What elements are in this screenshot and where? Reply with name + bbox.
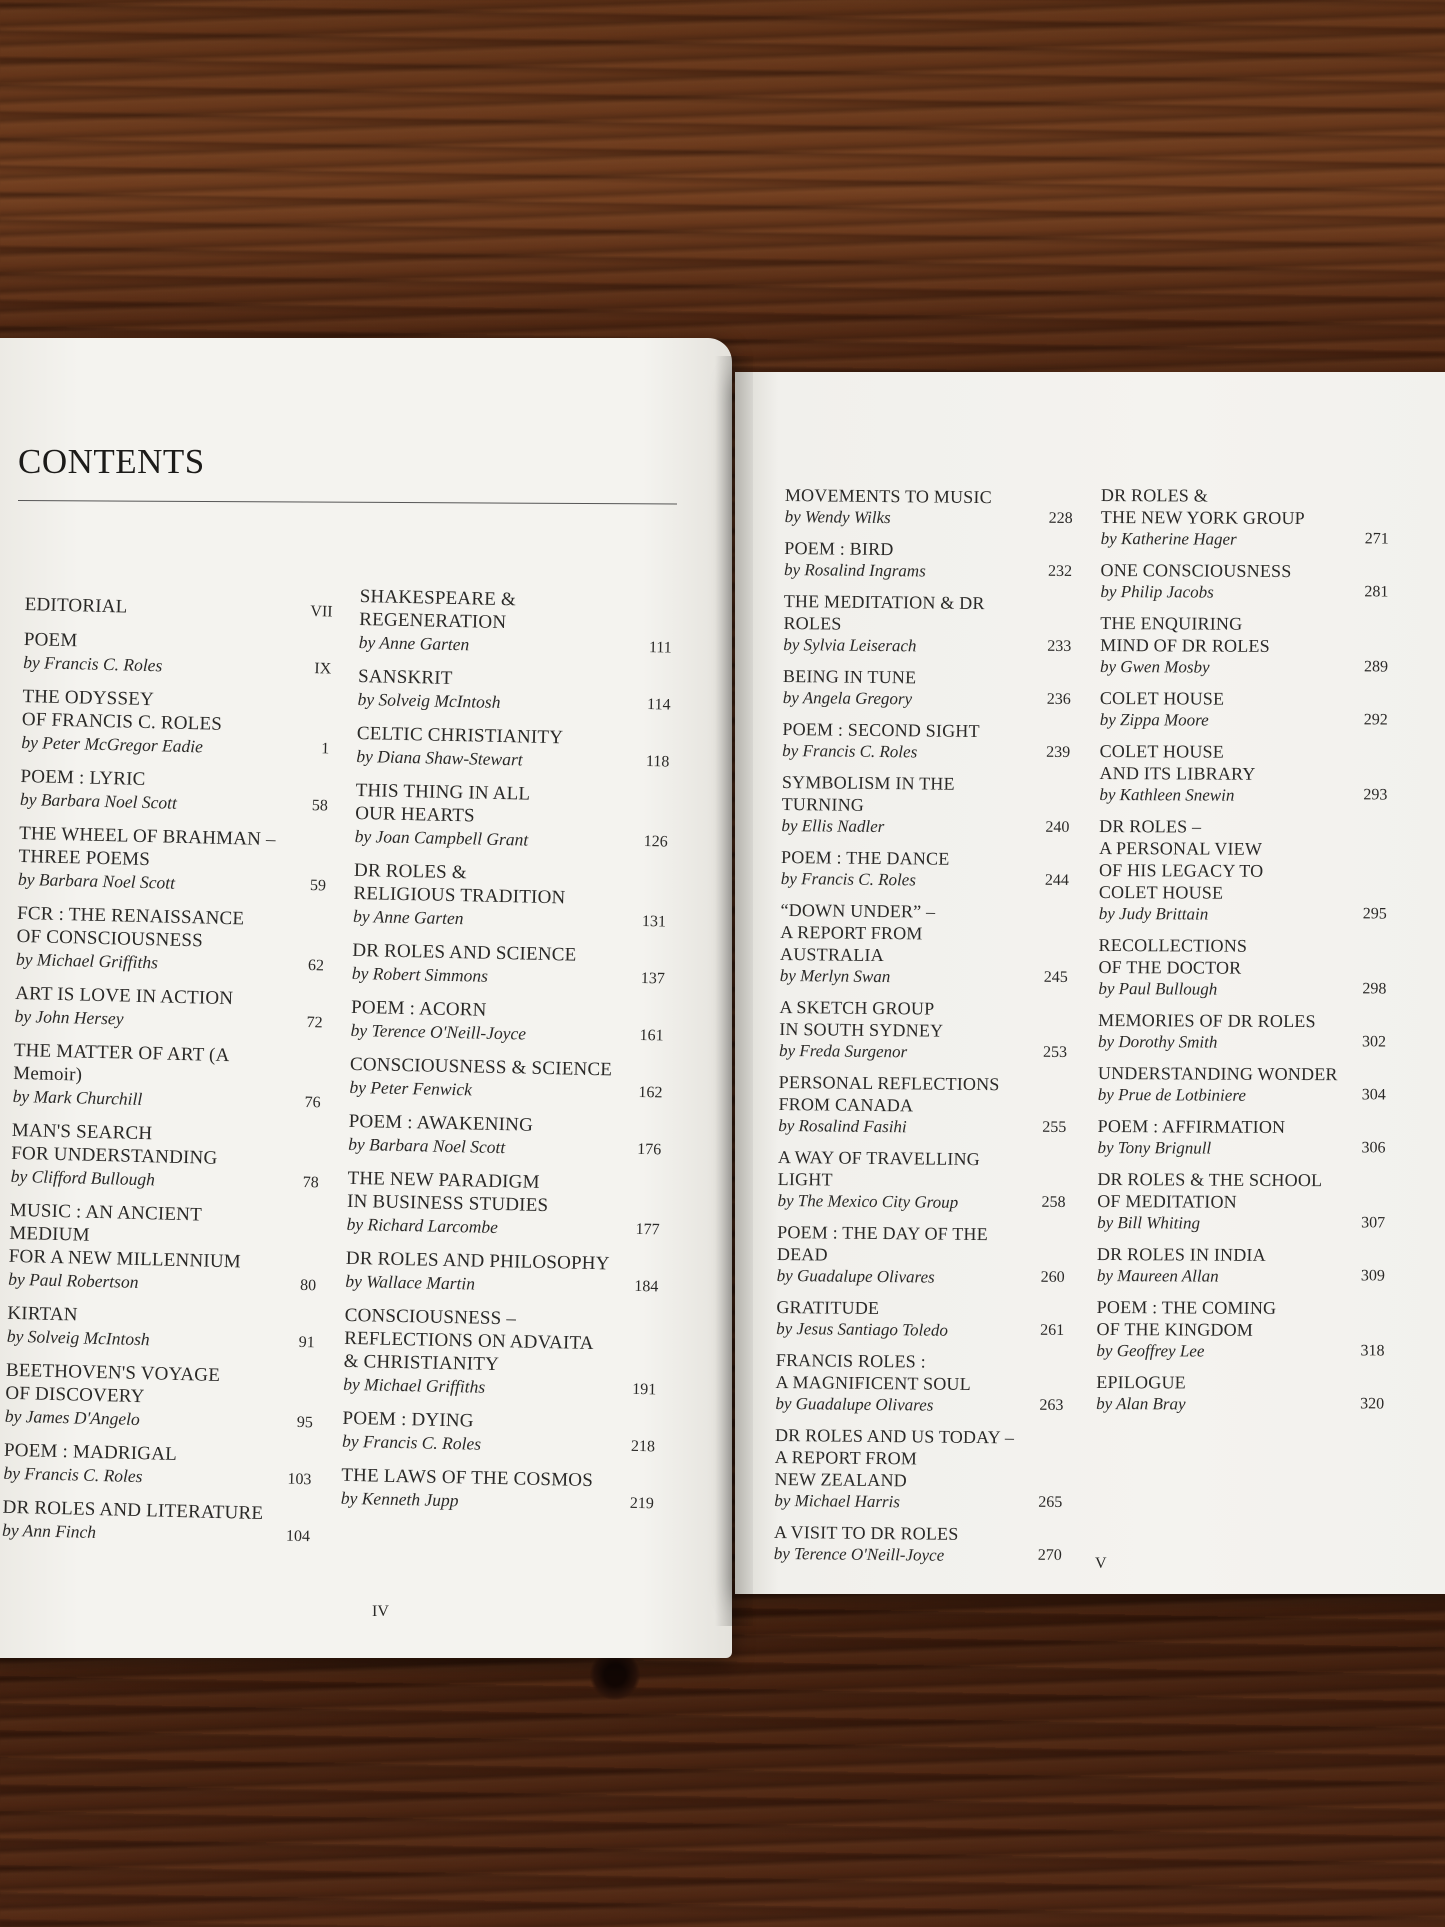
toc-entry xyxy=(345,1247,661,1299)
entry-title: DR ROLES AND US TODAY – A REPORT FROM NEW ZEALAND xyxy=(774,1424,1015,1491)
entry-author: by Angela Gregory xyxy=(782,687,913,709)
entry-author: by Judy Brittain xyxy=(1098,903,1209,924)
folio-left: IV xyxy=(372,1603,389,1620)
entry-page-number: 245 xyxy=(1043,968,1068,986)
toc-entry xyxy=(343,1304,660,1402)
entry-author: by Sylvia Leiserach xyxy=(783,634,917,656)
toc-column-3 xyxy=(774,484,1075,1577)
book-gutter xyxy=(715,356,753,1626)
entry-page-number: 261 xyxy=(1040,1321,1065,1339)
entry-author: by Guadalupe Olivares xyxy=(776,1265,935,1287)
entry-title: POEM : AFFIRMATION xyxy=(1097,1115,1286,1137)
entry-author: by Alan Bray xyxy=(1096,1393,1186,1414)
entry-author: by Ann Finch xyxy=(1,1519,97,1543)
toc-entry xyxy=(356,722,672,774)
entry-page-number: 78 xyxy=(302,1173,319,1192)
toc-entry xyxy=(18,822,330,898)
entry-title: A VISIT TO DR ROLES xyxy=(773,1521,959,1544)
entry-author: by Gwen Mosby xyxy=(1099,656,1210,677)
toc-entry xyxy=(783,665,1073,711)
toc-entry xyxy=(5,1359,317,1435)
toc-entry xyxy=(342,1407,658,1459)
toc-entry xyxy=(21,685,333,761)
entry-author: by Francis C. Roles xyxy=(780,868,917,890)
entry-title: UNDERSTANDING WONDER xyxy=(1097,1062,1338,1085)
entry-title: THIS THING IN ALL OUR HEARTS xyxy=(354,779,531,827)
toc-entry xyxy=(785,484,1075,530)
entry-author: by Michael Griffiths xyxy=(15,948,159,973)
entry-author: by Clifford Bullough xyxy=(10,1165,156,1190)
entry-title: POEM : THE COMING OF THE KINGDOM xyxy=(1096,1296,1277,1340)
entry-author: by Barbara Noel Scott xyxy=(19,788,178,813)
entry-page-number: 289 xyxy=(1364,658,1389,676)
entry-page-number: 271 xyxy=(1364,530,1389,548)
entry-page-number: 219 xyxy=(629,1494,654,1513)
entry-author: by Solveig McIntosh xyxy=(357,688,501,712)
entry-author: by Katherine Hager xyxy=(1100,528,1237,549)
entry-page-number: 162 xyxy=(638,1083,663,1102)
entry-author: by Diana Shaw-Stewart xyxy=(356,745,523,770)
entry-title: POEM xyxy=(23,628,78,652)
entry-title: CONSCIOUSNESS – REFLECTIONS ON ADVAITA & CHRISTIANITY xyxy=(343,1304,594,1376)
toc-entry xyxy=(346,1167,662,1242)
toc-entry xyxy=(2,1496,313,1549)
folio-right: V xyxy=(1095,1555,1107,1572)
entry-page-number: 91 xyxy=(298,1333,315,1352)
entry-title: POEM : ACORN xyxy=(350,996,487,1021)
entry-title: ART IS LOVE IN ACTION xyxy=(14,982,234,1010)
toc-entry xyxy=(353,859,669,934)
entry-page-number: 265 xyxy=(1038,1493,1063,1511)
entry-title: CELTIC CHRISTIANITY xyxy=(356,722,564,749)
entry-title: BEING IN TUNE xyxy=(782,665,917,688)
entry-page-number: 59 xyxy=(309,877,327,895)
entry-title: POEM : THE DANCE xyxy=(780,846,950,869)
entry-page-number: 111 xyxy=(648,639,672,657)
entry-title: THE LAWS OF THE COSMOS xyxy=(341,1464,594,1492)
toc-entry xyxy=(1096,1371,1386,1416)
entry-page-number: 95 xyxy=(296,1413,314,1432)
toc-column-1 xyxy=(2,593,335,1560)
entry-title: RECOLLECTIONS OF THE DOCTOR xyxy=(1098,934,1248,978)
entry-author: by Wallace Martin xyxy=(345,1270,476,1294)
toc-entry xyxy=(783,590,1074,658)
entry-title: DR ROLES & THE NEW YORK GROUP xyxy=(1100,485,1305,529)
entry-author: by Zippa Moore xyxy=(1099,709,1209,730)
entry-author: by Peter Fenwick xyxy=(349,1076,473,1100)
entry-title: MAN'S SEARCH FOR UNDERSTANDING xyxy=(11,1119,218,1169)
entry-author: by Michael Griffiths xyxy=(343,1373,486,1397)
toc-entry xyxy=(781,771,1072,839)
toc-entry xyxy=(1098,934,1388,1001)
entry-author: by Robert Simmons xyxy=(351,962,489,986)
toc-entry xyxy=(12,1039,324,1115)
entry-title: SYMBOLISM IN THE TURNING xyxy=(781,771,955,815)
entry-author: by Barbara Noel Scott xyxy=(17,868,176,893)
toc-entry xyxy=(1100,559,1390,604)
entry-page-number: 177 xyxy=(635,1220,660,1239)
entry-title: THE ENQUIRING MIND OF DR ROLES xyxy=(1100,612,1270,656)
entry-author: by Dorothy Smith xyxy=(1098,1031,1218,1052)
entry-page-number: 62 xyxy=(307,957,325,975)
entry-title: POEM : SECOND SIGHT xyxy=(782,718,980,742)
entry-title: DR ROLES & RELIGIOUS TRADITION xyxy=(353,859,566,909)
entry-author: by Rosalind Ingrams xyxy=(784,559,926,581)
toc-entry xyxy=(1098,1062,1388,1107)
entry-title: THE MATTER OF ART (A Memoir) xyxy=(13,1039,229,1086)
toc-entry xyxy=(776,1296,1066,1342)
toc-entry xyxy=(1099,815,1390,926)
entry-title: A SKETCH GROUP IN SOUTH SYDNEY xyxy=(779,996,944,1041)
toc-entry xyxy=(1101,484,1391,551)
toc-entry xyxy=(23,628,334,681)
toc-entry xyxy=(349,1053,665,1105)
toc-entry xyxy=(3,1439,314,1492)
toc-entry xyxy=(341,1464,657,1516)
toc-entry xyxy=(14,982,325,1035)
entry-title: MUSIC : AN ANCIENT MEDIUM FOR A NEW MILLENNIUM xyxy=(8,1199,242,1273)
entry-author: by Anne Garten xyxy=(358,631,470,655)
toc-entry xyxy=(10,1119,322,1195)
toc-entry xyxy=(1097,1115,1387,1160)
entry-page-number: 304 xyxy=(1361,1086,1386,1104)
entry-page-number: 309 xyxy=(1360,1267,1385,1285)
entry-page-number: 114 xyxy=(646,696,671,714)
entry-title: DR ROLES AND LITERATURE xyxy=(2,1496,264,1525)
toc-entry xyxy=(780,899,1071,989)
entry-page-number: 103 xyxy=(287,1470,312,1489)
entry-page-number: 298 xyxy=(1362,980,1387,998)
entry-page-number: 184 xyxy=(634,1277,659,1296)
entry-author: by Wendy Wilks xyxy=(784,506,891,528)
entry-title: CONSCIOUSNESS & SCIENCE xyxy=(349,1053,613,1081)
entry-author: by Merlyn Swan xyxy=(779,965,891,987)
entry-author: by Terence O'Neill-Joyce xyxy=(773,1543,945,1565)
toc-entry xyxy=(1098,1009,1388,1054)
entry-author: by Michael Harris xyxy=(774,1490,901,1512)
entry-page-number: 270 xyxy=(1037,1546,1062,1564)
toc-column-2 xyxy=(340,585,675,1527)
toc-entry xyxy=(778,1071,1069,1139)
toc-entry xyxy=(784,537,1074,583)
entry-page-number: 161 xyxy=(639,1026,664,1045)
entry-author: by Jesus Santiago Toledo xyxy=(776,1318,948,1340)
toc-entry xyxy=(774,1521,1064,1567)
entry-page-number: 320 xyxy=(1360,1395,1385,1413)
entry-author: by Joan Campbell Grant xyxy=(354,825,529,850)
entry-author: by Richard Larcombe xyxy=(346,1213,499,1238)
entry-page-number: 293 xyxy=(1363,786,1388,804)
entry-title: BEETHOVEN'S VOYAGE OF DISCOVERY xyxy=(5,1359,221,1408)
entry-page-number: 302 xyxy=(1362,1033,1387,1051)
entry-title: SHAKESPEARE & REGENERATION xyxy=(359,585,517,634)
entry-page-number: 307 xyxy=(1361,1214,1386,1232)
toc-entry xyxy=(775,1349,1066,1417)
entry-author: by Francis C. Roles xyxy=(341,1430,482,1454)
toc-entry xyxy=(1099,740,1389,807)
entry-author: by Bill Whiting xyxy=(1097,1212,1201,1233)
entry-page-number: 236 xyxy=(1046,690,1071,709)
entry-author: by Paul Bullough xyxy=(1098,978,1218,999)
entry-page-number: 281 xyxy=(1364,583,1389,601)
entry-page-number: 137 xyxy=(640,969,665,988)
entry-title: DR ROLES AND PHILOSOPHY xyxy=(345,1247,610,1275)
entry-title: THE WHEEL OF BRAHMAN – THREE POEMS xyxy=(18,822,276,871)
entry-author: by Philip Jacobs xyxy=(1100,581,1214,602)
toc-entry xyxy=(777,1146,1068,1214)
entry-author: by Francis C. Roles xyxy=(3,1462,143,1487)
entry-author: by Tony Brignull xyxy=(1097,1137,1212,1158)
entry-title: FRANCIS ROLES : A MAGNIFICENT SOUL xyxy=(775,1349,971,1394)
toc-entry xyxy=(359,585,675,660)
entry-page-number: 191 xyxy=(632,1380,657,1399)
entry-author: by Terence O'Neill-Joyce xyxy=(350,1019,527,1044)
entry-title: POEM : DYING xyxy=(342,1407,474,1432)
entry-title: POEM : BIRD xyxy=(784,537,894,560)
entry-page-number: 292 xyxy=(1363,711,1388,729)
toc-entry xyxy=(1097,1243,1387,1288)
entry-title: COLET HOUSE AND ITS LIBRARY xyxy=(1099,740,1256,784)
entry-page-number: 239 xyxy=(1046,743,1071,762)
entry-title: A WAY OF TRAVELLING LIGHT xyxy=(777,1146,981,1190)
entry-title: DR ROLES – A PERSONAL VIEW OF HIS LEGACY TO COLET HOUSE xyxy=(1098,815,1264,903)
entry-author: by Solveig McIntosh xyxy=(6,1325,150,1350)
entry-title: POEM : THE DAY OF THE DEAD xyxy=(776,1221,988,1265)
entry-page-number: 263 xyxy=(1039,1396,1064,1414)
contents-heading: CONTENTS xyxy=(18,442,205,481)
toc-entry xyxy=(1100,612,1390,679)
entry-title: POEM : AWAKENING xyxy=(348,1110,534,1136)
entry-title: POEM : LYRIC xyxy=(20,765,146,790)
toc-entry xyxy=(348,1110,664,1162)
entry-page-number: VII xyxy=(310,602,333,621)
entry-author: by Rosalind Fasihi xyxy=(778,1115,907,1137)
entry-title: DR ROLES & THE SCHOOL OF MEDITATION xyxy=(1097,1168,1323,1212)
entry-title: “DOWN UNDER” – A REPORT FROM AUSTRALIA xyxy=(779,899,936,966)
entry-author: by Anne Garten xyxy=(352,905,464,929)
entry-page-number: 58 xyxy=(311,797,329,815)
entry-author: by Geoffrey Lee xyxy=(1096,1340,1205,1361)
entry-page-number: 244 xyxy=(1044,871,1069,889)
entry-page-number: 318 xyxy=(1360,1342,1385,1360)
entry-page-number: 218 xyxy=(630,1437,656,1456)
entry-author: by Francis C. Roles xyxy=(782,740,918,762)
entry-page-number: 126 xyxy=(643,832,668,851)
entry-title: THE ODYSSEY OF FRANCIS C. ROLES xyxy=(21,685,223,735)
toc-entry xyxy=(782,718,1072,764)
entry-author: by John Hersey xyxy=(14,1005,124,1029)
entry-title: FCR : THE RENAISSANCE OF CONSCIOUSNESS xyxy=(16,902,245,952)
entry-title: GRATITUDE xyxy=(776,1296,880,1319)
entry-page-number: IX xyxy=(314,660,332,678)
entry-page-number: 255 xyxy=(1042,1118,1067,1136)
entry-page-number: 176 xyxy=(637,1140,662,1159)
entry-author: by Kenneth Jupp xyxy=(340,1487,459,1511)
toc-entry xyxy=(779,996,1070,1064)
entry-author: by Francis C. Roles xyxy=(23,651,163,676)
toc-entry xyxy=(8,1199,320,1298)
entry-page-number: 72 xyxy=(306,1014,323,1032)
entry-title: COLET HOUSE xyxy=(1099,687,1225,709)
entry-title: PERSONAL REFLECTIONS FROM CANADA xyxy=(778,1071,1000,1116)
entry-author: by Ellis Nadler xyxy=(781,815,885,837)
toc-entry xyxy=(350,996,666,1048)
toc-entry xyxy=(1096,1296,1386,1363)
entry-page-number: 306 xyxy=(1361,1139,1386,1157)
toc-column-4 xyxy=(1096,484,1391,1426)
toc-entry xyxy=(20,765,331,818)
entry-title: SANSKRIT xyxy=(357,665,453,689)
entry-title: MEMORIES OF DR ROLES xyxy=(1098,1009,1316,1032)
toc-entry xyxy=(357,665,673,717)
entry-page-number: 104 xyxy=(285,1527,311,1546)
entry-page-number: 80 xyxy=(299,1276,317,1295)
entry-title: EDITORIAL xyxy=(24,593,128,618)
entry-title: KIRTAN xyxy=(7,1302,78,1326)
entry-author: by James D'Angelo xyxy=(4,1405,141,1430)
toc-entry xyxy=(352,939,668,991)
entry-title: ONE CONSCIOUSNESS xyxy=(1100,559,1292,581)
entry-page-number: 118 xyxy=(645,753,670,771)
entry-author: by Freda Surgenor xyxy=(778,1040,908,1062)
entry-page-number: 1 xyxy=(321,740,330,758)
toc-entry xyxy=(7,1302,318,1355)
entry-author: by Paul Robertson xyxy=(7,1268,139,1292)
entry-title: MOVEMENTS TO MUSIC xyxy=(784,484,992,508)
entry-title: POEM : MADRIGAL xyxy=(3,1439,178,1465)
toc-entry xyxy=(774,1424,1065,1514)
toc-entry xyxy=(1097,1168,1387,1235)
entry-title: EPILOGUE xyxy=(1096,1371,1186,1393)
entry-page-number: 76 xyxy=(304,1093,321,1112)
entry-title: THE MEDITATION & DR ROLES xyxy=(783,590,985,634)
entry-title: THE NEW PARADIGM IN BUSINESS STUDIES xyxy=(346,1167,549,1217)
entry-page-number: 260 xyxy=(1040,1268,1065,1286)
entry-page-number: 253 xyxy=(1042,1043,1068,1061)
toc-entry xyxy=(781,846,1071,892)
toc-entry xyxy=(16,902,328,978)
toc-entry xyxy=(777,1221,1068,1289)
entry-page-number: 240 xyxy=(1045,818,1070,836)
entry-page-number: 232 xyxy=(1048,562,1073,581)
entry-page-number: 258 xyxy=(1041,1193,1066,1211)
entry-author: by Prue de Lotbiniere xyxy=(1097,1084,1246,1105)
entry-author: by Maureen Allan xyxy=(1096,1265,1219,1286)
entry-title: DR ROLES IN INDIA xyxy=(1096,1243,1266,1265)
entry-author: by Barbara Noel Scott xyxy=(348,1133,506,1158)
entry-page-number: 131 xyxy=(641,912,667,931)
toc-entry xyxy=(355,779,671,854)
entry-title: DR ROLES AND SCIENCE xyxy=(352,939,577,966)
entry-page-number: 233 xyxy=(1047,637,1072,656)
entry-author: by The Mexico City Group xyxy=(777,1190,959,1212)
toc-entry xyxy=(1100,687,1390,732)
entry-page-number: 228 xyxy=(1048,509,1073,528)
entry-author: by Peter McGregor Eadie xyxy=(21,731,204,757)
entry-author: by Guadalupe Olivares xyxy=(775,1393,934,1415)
entry-page-number: 295 xyxy=(1362,905,1387,923)
entry-author: by Kathleen Snewin xyxy=(1099,784,1235,805)
entry-author: by Mark Churchill xyxy=(12,1085,143,1110)
